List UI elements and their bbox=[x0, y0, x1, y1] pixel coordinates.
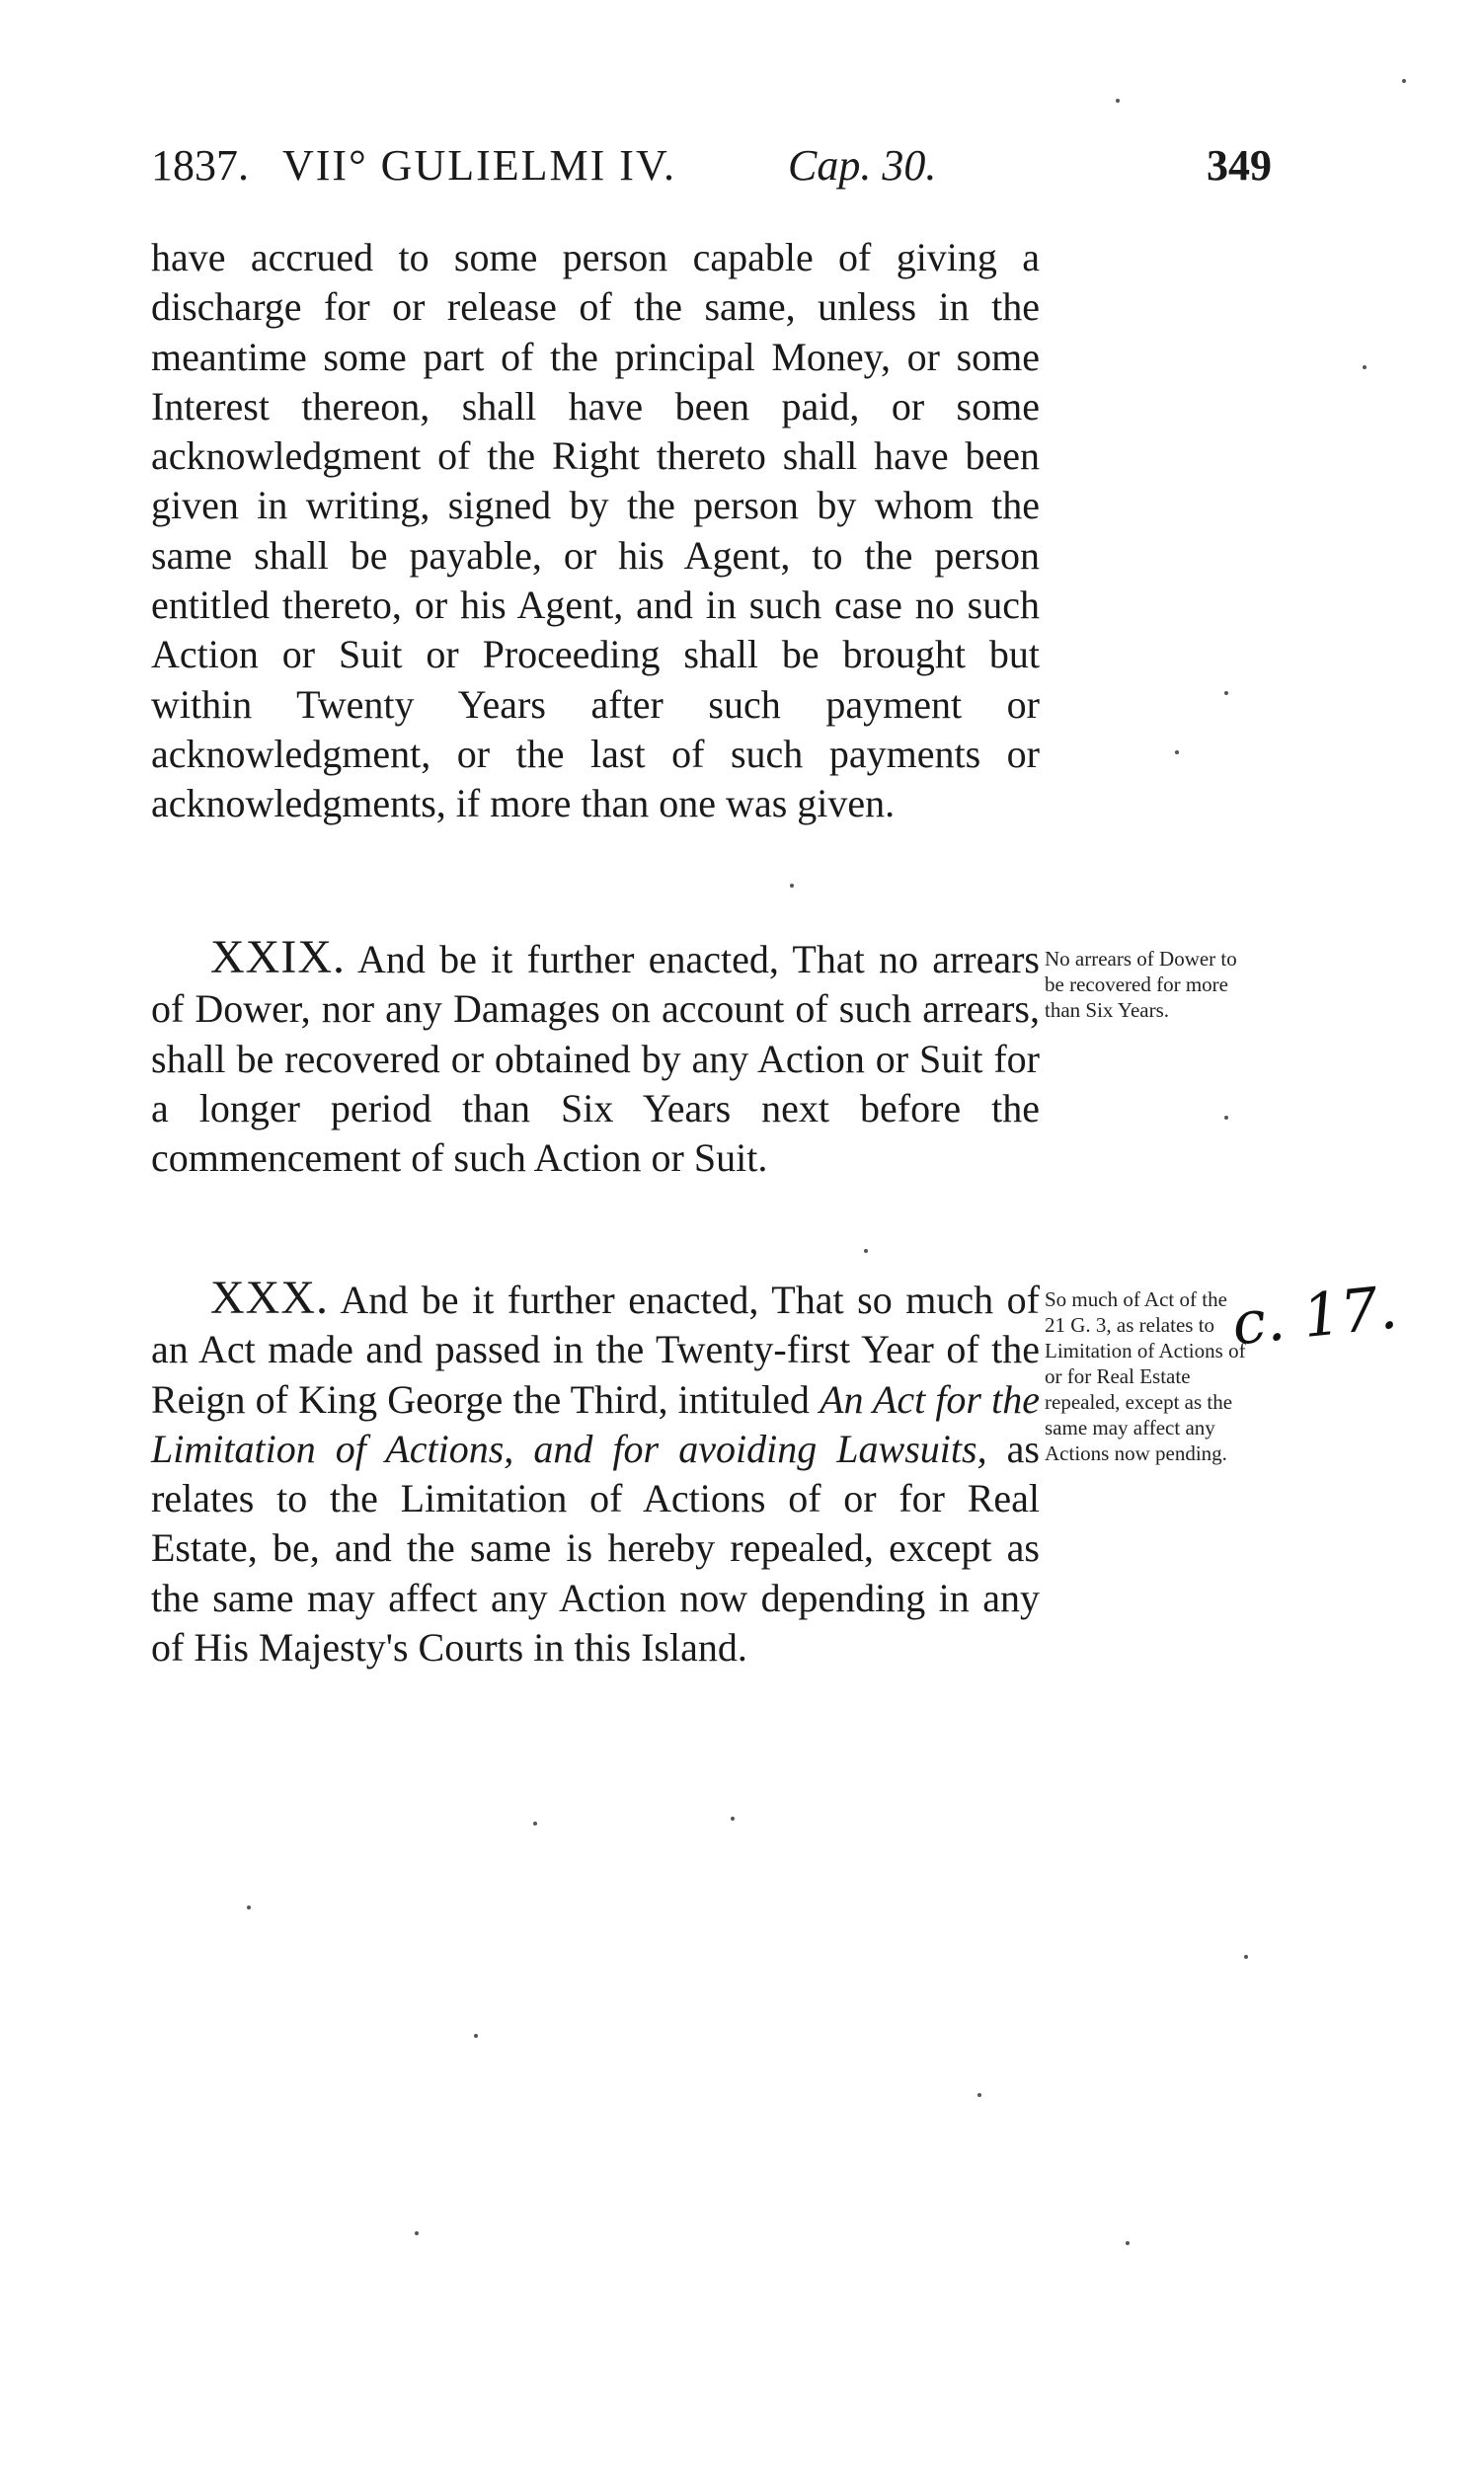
scan-speck bbox=[1116, 99, 1120, 103]
section-30-text-before-title: And be it further enacted, That so much of an Act made and passed in the Twenty-first Year of the Reign of King George the Third, intituled bbox=[151, 1278, 1041, 1422]
section-30 bbox=[151, 1274, 1040, 1672]
header-year: 1837. bbox=[151, 141, 249, 190]
scan-speck bbox=[247, 1906, 251, 1909]
section-30-paragraph bbox=[151, 1274, 1040, 1672]
continued-paragraph bbox=[151, 233, 1040, 829]
running-header bbox=[151, 136, 1272, 195]
section-30-text-after-title: as relates to the Limitation of Actions of or for Real Estate, be, and the same is hereby repealed, except as the same may affect any Action now depending in any of His Majesty's Courts in this Island. bbox=[151, 1426, 1040, 1671]
section-29-text: And be it further enacted, That no arrears of Dower, nor any Damages on account of such arrears, shall be recovered or obtained by any Action or Suit for a longer period than Six Years next before the commencement of such Action or Suit. bbox=[151, 937, 1040, 1181]
section-30-marginal-note: So much of Act of the 21 G. 3, as relates to Limitation of Actions of or for Real Estate repealed, except as the same may affect any Actions now pending. bbox=[1045, 1287, 1246, 1465]
section-30-act-title: An Act for the Limitation of Actions, and for avoiding Lawsuits, bbox=[151, 1376, 1040, 1471]
header-chapter: Cap. 30. bbox=[788, 141, 937, 190]
section-29-marginal-note: No arrears of Dower to be recovered for more than Six Years. bbox=[1045, 947, 1237, 1022]
page-number: 349 bbox=[1207, 141, 1272, 190]
section-30-number: XXX. bbox=[210, 1272, 329, 1324]
handwritten-annotation: c. 17. bbox=[1228, 1273, 1401, 1360]
scan-speck bbox=[474, 2034, 478, 2038]
scan-speck bbox=[533, 1822, 537, 1826]
header-regnal-title: VII° GULIELMI IV. bbox=[282, 141, 677, 190]
section-29-paragraph bbox=[151, 933, 1040, 1183]
scan-speck bbox=[731, 1817, 735, 1821]
continued-paragraph-text: have accrued to some person capable of giving a discharge for or release of the same, unless in the meantime some part of the principal Money, or some Interest thereon, shall have been paid, or some acknowledgment of the Right thereto shall have been given in writing, signed by the person by whom the same shall be payable, or his Agent, to the person entitled thereto, or his Agent, and in such case no such Action or Suit or Proceeding shall be brought but within Twenty Years after such payment or acknowledgment, or the last of such payments or acknowledgments, if more than one was given. bbox=[151, 235, 1040, 826]
scan-speck bbox=[1126, 2241, 1130, 2245]
scan-speck bbox=[977, 2093, 981, 2097]
scan-speck bbox=[864, 1249, 868, 1253]
scan-speck bbox=[790, 884, 794, 888]
section-29 bbox=[151, 933, 1040, 1183]
scan-speck bbox=[1224, 1116, 1228, 1120]
scan-speck bbox=[415, 2231, 419, 2235]
scan-speck bbox=[1402, 79, 1406, 83]
scan-speck bbox=[1363, 365, 1367, 369]
section-29-number: XXIX. bbox=[210, 931, 346, 983]
scan-speck bbox=[1244, 1955, 1248, 1959]
scan-speck bbox=[1224, 691, 1228, 695]
scan-speck bbox=[1175, 750, 1179, 754]
